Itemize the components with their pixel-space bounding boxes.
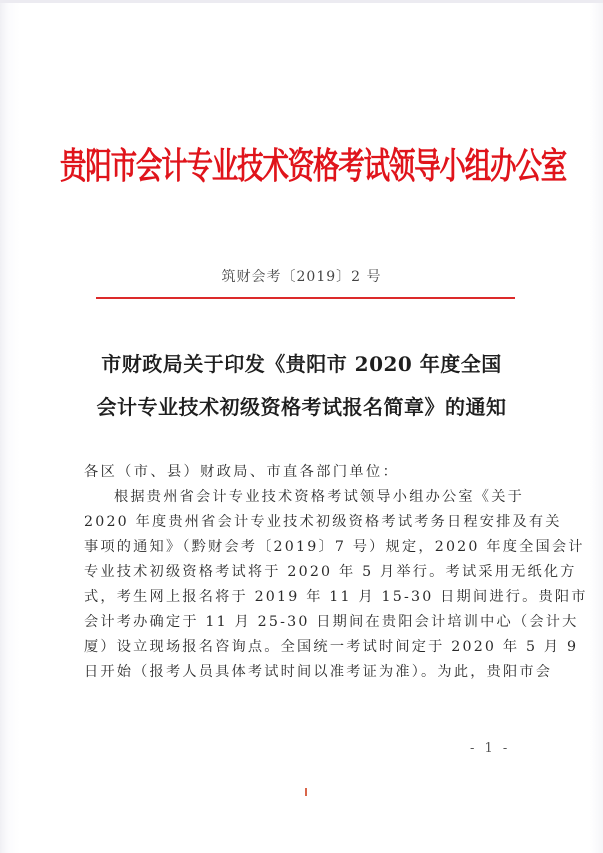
- org-header: 贵阳市会计专业技术资格考试领导小组办公室: [60, 145, 566, 188]
- notice-title-line-1: 市财政局关于印发《贵阳市 2020 年度全国: [101, 352, 502, 376]
- body-line: 根据贵州省会计专业技术资格考试领导小组办公室《关于: [114, 489, 524, 505]
- body-line: 日开始（报考人员具体考试时间以准考证为准）。为此，贵阳市会: [84, 664, 553, 680]
- body-line: 式，考生网上报名将于 2019 年 11 月 15-30 日期间进行。贵阳市: [84, 589, 588, 605]
- body-line: 会计考办确定于 11 月 25-30 日期间在贵阳会计培训中心（会计大: [84, 614, 579, 630]
- notice-title-line-2: 会计专业技术初级资格考试报名简章》的通知: [96, 395, 507, 419]
- binding-mark: [305, 788, 307, 796]
- body-line: 2020 年度贵州省会计专业技术初级资格考试考务日程安排及有关: [84, 514, 562, 530]
- body-line: 厦）设立现场报名咨询点。全国统一考试时间定于 2020 年 5 月 9: [84, 639, 579, 655]
- body-line: 事项的通知》（黔财会考〔2019〕7 号）规定，2020 年度全国会计: [84, 539, 585, 555]
- body-line: 专业技术初级资格考试将于 2020 年 5 月举行。考试采用无纸化方: [84, 564, 577, 580]
- scan-edge: [0, 0, 603, 3]
- red-divider-rule: [96, 297, 515, 299]
- document-number: 筑财会考〔2019〕2 号: [221, 269, 382, 285]
- salutation: 各区（市、县）财政局、市直各部门单位：: [84, 464, 400, 480]
- page-number: - 1 -: [470, 741, 511, 756]
